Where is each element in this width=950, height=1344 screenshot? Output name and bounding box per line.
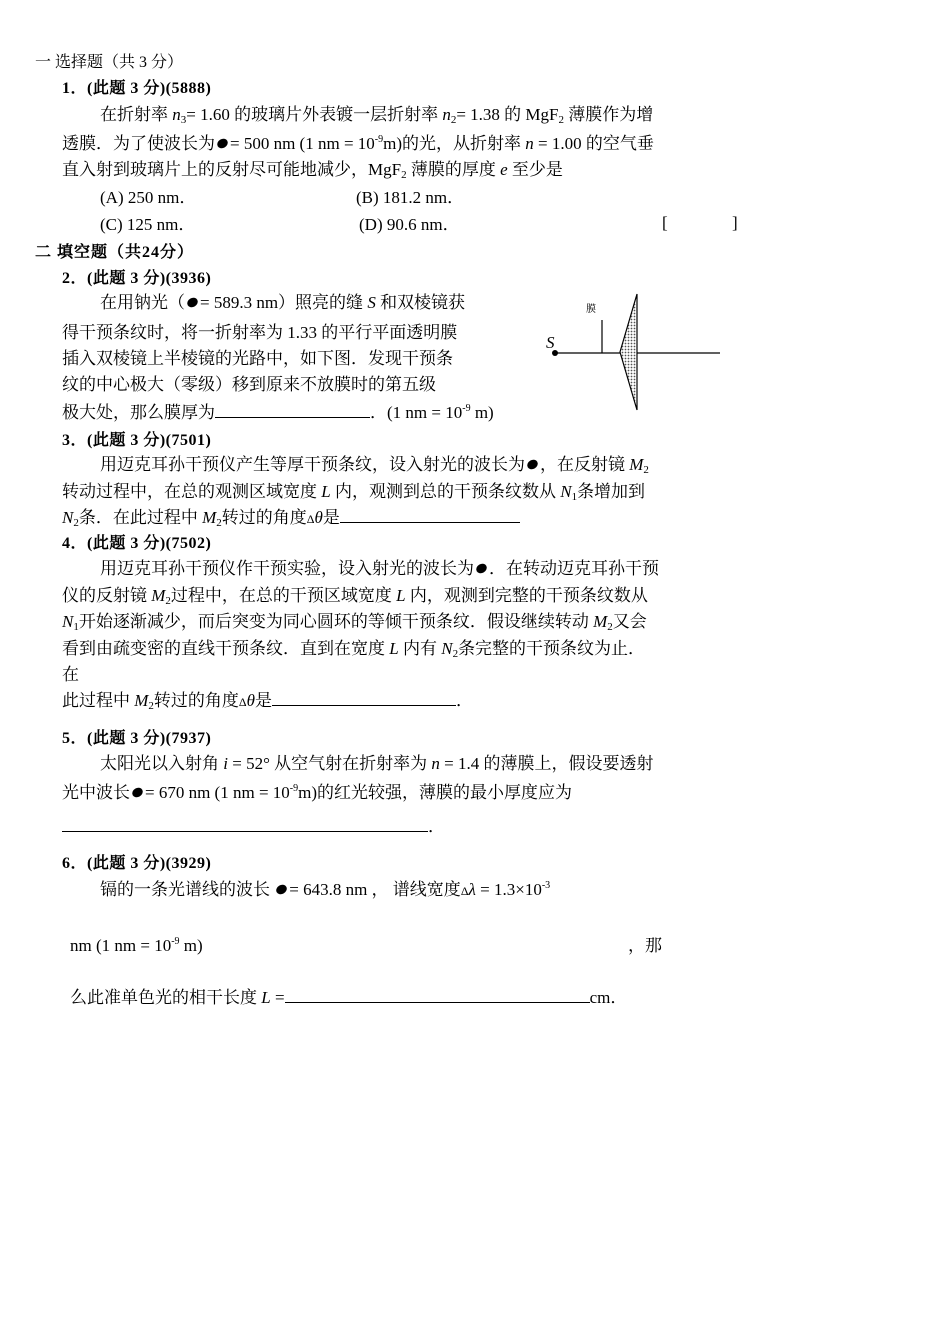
- q1-answer-bracket-right: ]: [732, 213, 738, 232]
- q3-line-3: $N_2$条．在此过程中 $M_2$转过的角度Δθ是: [62, 507, 520, 530]
- q1-line-3: 直入射到玻璃片上的反射尽可能地减少，MgF$_2$ 薄膜的厚度 e 至少是: [62, 160, 563, 181]
- q6-answer-blank[interactable]: [285, 987, 590, 1003]
- q3-header: 3．(此题 3 分)(7501): [62, 432, 212, 449]
- q1-line-1: 在折射率 $n_3= 1.60$ 的玻璃片外表镀一层折射率 $n_2= 1.38$ 的 MgF$_2$ 薄膜作为增: [100, 105, 654, 126]
- lambda-symbol-icon: [185, 296, 199, 309]
- q2-line-1: 在用钠光（ = 589.3 nm）照亮的缝 S 和双棱镜获: [100, 293, 466, 312]
- q6-line-1: 镉的一条光谱线的波长 = 643.8 nm ， 谱线宽度$\Delta\lambda = 1.3\times 10^{-3}$: [100, 880, 551, 899]
- q4-line-1: 用迈克耳孙干预仪作干预实验，设入射光的波长为 ．在转动迈克耳孙干预: [100, 559, 659, 578]
- lambda-symbol-icon: [215, 137, 229, 150]
- q4-line-2: 仪的反射镜 $M_2$过程中，在总的干预区域宽度 L 内，观测到完整的干预条纹数从: [62, 586, 648, 607]
- lambda-symbol-icon: [275, 883, 289, 896]
- q2-answer-blank[interactable]: [215, 402, 370, 418]
- q3-line-2: 转动过程中，在总的观测区域宽度 L 内，观测到总的干预条纹数从 $N_1$条增加到: [62, 482, 646, 503]
- q4-line-6: 此过程中 $M_2$转过的角度Δθ是 ．: [62, 691, 473, 712]
- q1-option-d: (D) 90.6 nm．: [359, 215, 460, 234]
- q5-header: 5．(此题 3 分)(7937): [62, 730, 212, 747]
- film-label: 膜: [586, 304, 596, 315]
- slit-label: S: [546, 333, 555, 352]
- q4-line-4: 看到由疏变密的直线干预条纹．直到在宽度 L 内有 $N_2$条完整的干预条纹为止．: [62, 639, 646, 660]
- q6-line-2-tail: ，那: [628, 936, 662, 955]
- q1-line-2: 透膜．为了使波长为 = 500 nm (1 nm = $10^{-9}m$)的光，从折射率 n = 1.00 的空气垂: [62, 134, 654, 153]
- q6-line-2: nm (1 nm = $10^{-9}$ m): [70, 936, 203, 955]
- q2-line-3: 插入双棱镜上半棱镜的光路中，如下图．发现干预条: [62, 349, 453, 368]
- q2-line-5: 极大处，那么膜厚为 ．(1 nm = $10^{-9}$ m): [62, 403, 494, 422]
- q4-header: 4．(此题 3 分)(7502): [62, 535, 212, 552]
- q5-line-2: 光中波长 = 670 nm (1 nm = $10^{-9}m$)的红光较强，薄膜的最小厚度应为: [62, 783, 573, 802]
- q6-line-3: 么此准单色光的相干长度 L = cm．: [70, 988, 628, 1007]
- q1-header: 1．(此题 3 分)(5888): [62, 80, 212, 97]
- q5-answer-blank[interactable]: [62, 816, 428, 832]
- q4-line-3: $N_1$开始逐渐减少，而后突变为同心圆环的等倾干预条纹．假设继续转动 $M_2$又会: [62, 612, 647, 633]
- lambda-symbol-icon: [474, 562, 488, 575]
- lambda-symbol-icon: [130, 786, 144, 799]
- q1-option-c: (C) 125 nm．: [100, 215, 196, 234]
- q3-line-1: 用迈克耳孙干预仪产生等厚干预条纹，设入射光的波长为 ，在反射镜 $M_2$: [100, 455, 649, 476]
- lambda-symbol-icon: [525, 458, 539, 471]
- q2-line-2: 得干预条纹时，将一折射率为 1.33 的平行平面透明膜: [62, 323, 458, 342]
- q5-line-3: ．: [62, 816, 445, 838]
- q6-header: 6．(此题 3 分)(3929): [62, 855, 212, 872]
- q1-option-a: (A) 250 nm．: [100, 188, 197, 207]
- q2-line-4: 纹的中心极大（零级）移到原来不放膜时的第五级: [62, 375, 436, 394]
- q4-answer-blank[interactable]: [272, 690, 456, 706]
- q2-header: 2．(此题 3 分)(3936): [62, 270, 212, 287]
- biprism-shape: [620, 294, 637, 410]
- q1-answer-bracket-left: [: [662, 213, 668, 232]
- q3-answer-blank[interactable]: [340, 507, 520, 523]
- q5-line-1: 太阳光以入射角 i = 52° 从空气射在折射率为 n = 1.4 的薄膜上，假设要透射: [100, 754, 654, 773]
- section-1-title: 一 选择题（共 3 分）: [35, 54, 184, 71]
- q1-option-b: (B) 181.2 nm．: [356, 188, 465, 207]
- biprism-figure: [540, 288, 730, 418]
- q4-line-5: 在: [62, 665, 79, 684]
- section-2-title: 二 填空题（共24分）: [35, 244, 195, 261]
